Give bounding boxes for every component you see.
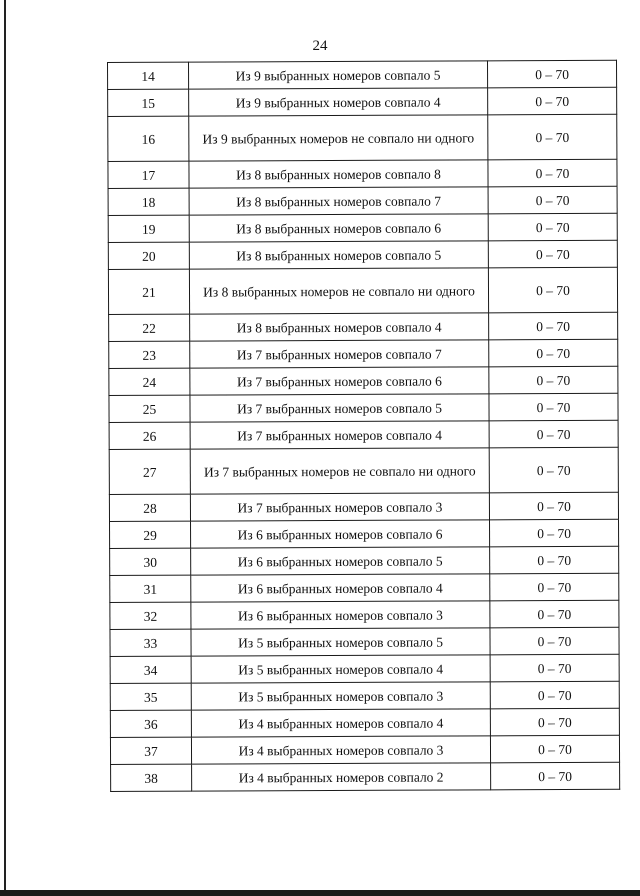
table-row (110, 681, 619, 710)
row-range: 0 – 70 (489, 339, 618, 367)
row-range: 0 – 70 (489, 366, 618, 394)
row-condition: Из 4 выбранных номеров совпало 2 (192, 763, 491, 791)
row-number: 24 (109, 368, 190, 395)
row-range: 0 – 70 (490, 654, 619, 682)
table-row (109, 447, 618, 494)
row-condition: Из 7 выбранных номеров совпало 7 (190, 340, 489, 368)
row-condition: Из 5 выбранных номеров совпало 4 (191, 655, 490, 683)
row-number: 29 (110, 521, 191, 548)
row-range: 0 – 70 (489, 420, 618, 448)
row-range: 0 – 70 (489, 312, 618, 340)
table-row (109, 312, 618, 341)
page-number: 24 (312, 38, 328, 54)
row-range: 0 – 70 (488, 87, 617, 115)
row-number: 17 (108, 161, 189, 188)
scan-left-edge (4, 0, 6, 896)
row-condition: Из 5 выбранных номеров совпало 5 (191, 628, 490, 656)
row-number: 38 (111, 764, 192, 791)
row-range: 0 – 70 (490, 573, 619, 601)
table-row (108, 114, 617, 161)
row-number: 32 (110, 602, 191, 629)
row-condition: Из 5 выбранных номеров совпало 3 (191, 682, 490, 710)
row-range: 0 – 70 (490, 681, 619, 709)
row-condition: Из 9 выбранных номеров совпало 5 (189, 61, 488, 89)
row-range: 0 – 70 (489, 393, 618, 421)
table-row (108, 213, 617, 242)
row-number: 18 (108, 188, 189, 215)
row-condition: Из 7 выбранных номеров совпало 3 (190, 493, 489, 521)
row-range: 0 – 70 (488, 267, 617, 313)
row-range: 0 – 70 (489, 492, 618, 520)
row-range: 0 – 70 (488, 240, 617, 268)
row-range: 0 – 70 (490, 708, 619, 736)
row-condition: Из 8 выбранных номеров совпало 4 (190, 313, 489, 341)
row-number: 31 (110, 575, 191, 602)
scan-bottom-edge (0, 890, 640, 896)
row-condition: Из 8 выбранных номеров совпало 8 (189, 160, 488, 188)
row-condition: Из 7 выбранных номеров не совпало ни одного (190, 448, 489, 494)
table-row (108, 267, 617, 314)
row-condition: Из 9 выбранных номеров не совпало ни одного (189, 115, 488, 161)
row-range: 0 – 70 (487, 60, 616, 88)
row-range: 0 – 70 (490, 519, 619, 547)
row-condition: Из 4 выбранных номеров совпало 3 (191, 736, 490, 764)
row-range: 0 – 70 (488, 114, 617, 160)
table-row (109, 492, 618, 521)
row-number: 26 (109, 422, 190, 449)
row-range: 0 – 70 (488, 213, 617, 241)
table-row (109, 339, 618, 368)
row-number: 19 (108, 215, 189, 242)
row-range: 0 – 70 (489, 447, 618, 493)
row-number: 25 (109, 395, 190, 422)
table-row (109, 366, 618, 395)
row-number: 35 (110, 683, 191, 710)
row-number: 34 (110, 656, 191, 683)
row-number: 20 (108, 242, 189, 269)
table-row (110, 573, 619, 602)
row-number: 15 (108, 89, 189, 116)
table-row (110, 600, 619, 629)
prize-table-body (108, 60, 620, 791)
row-number: 33 (110, 629, 191, 656)
row-range: 0 – 70 (490, 735, 619, 763)
table-row (110, 546, 619, 575)
row-range: 0 – 70 (488, 159, 617, 187)
row-number: 37 (110, 737, 191, 764)
table-row (108, 240, 617, 269)
row-number: 30 (110, 548, 191, 575)
row-condition: Из 7 выбранных номеров совпало 5 (190, 394, 489, 422)
row-condition: Из 4 выбранных номеров совпало 4 (191, 709, 490, 737)
table-row (108, 87, 617, 116)
row-number: 14 (108, 62, 189, 89)
row-number: 28 (109, 494, 190, 521)
table-row (110, 708, 619, 737)
table-row (108, 60, 617, 89)
row-number: 36 (110, 710, 191, 737)
row-range: 0 – 70 (490, 546, 619, 574)
row-condition: Из 7 выбранных номеров совпало 4 (190, 421, 489, 449)
row-number: 23 (109, 341, 190, 368)
row-number: 21 (108, 269, 189, 314)
row-number: 22 (109, 314, 190, 341)
row-condition: Из 9 выбранных номеров совпало 4 (189, 88, 488, 116)
row-condition: Из 8 выбранных номеров не совпало ни одного (189, 268, 488, 314)
row-condition: Из 8 выбранных номеров совпало 5 (189, 241, 488, 269)
row-range: 0 – 70 (490, 600, 619, 628)
table-row (110, 654, 619, 683)
row-number: 27 (109, 449, 190, 494)
table-row (110, 735, 619, 764)
row-condition: Из 6 выбранных номеров совпало 3 (191, 601, 490, 629)
row-condition: Из 6 выбранных номеров совпало 6 (191, 520, 490, 548)
table-row (109, 420, 618, 449)
row-condition: Из 8 выбранных номеров совпало 7 (189, 187, 488, 215)
table-row (111, 762, 620, 791)
table-row (108, 159, 617, 188)
row-condition: Из 8 выбранных номеров совпало 6 (189, 214, 488, 242)
row-condition: Из 6 выбранных номеров совпало 4 (191, 574, 490, 602)
prize-table (107, 60, 620, 792)
row-range: 0 – 70 (488, 186, 617, 214)
table-row (110, 519, 619, 548)
table-row (108, 186, 617, 215)
table-row (109, 393, 618, 422)
row-range: 0 – 70 (491, 762, 620, 790)
table-row (110, 627, 619, 656)
row-condition: Из 6 выбранных номеров совпало 5 (191, 547, 490, 575)
row-range: 0 – 70 (490, 627, 619, 655)
row-condition: Из 7 выбранных номеров совпало 6 (190, 367, 489, 395)
row-number: 16 (108, 116, 189, 161)
